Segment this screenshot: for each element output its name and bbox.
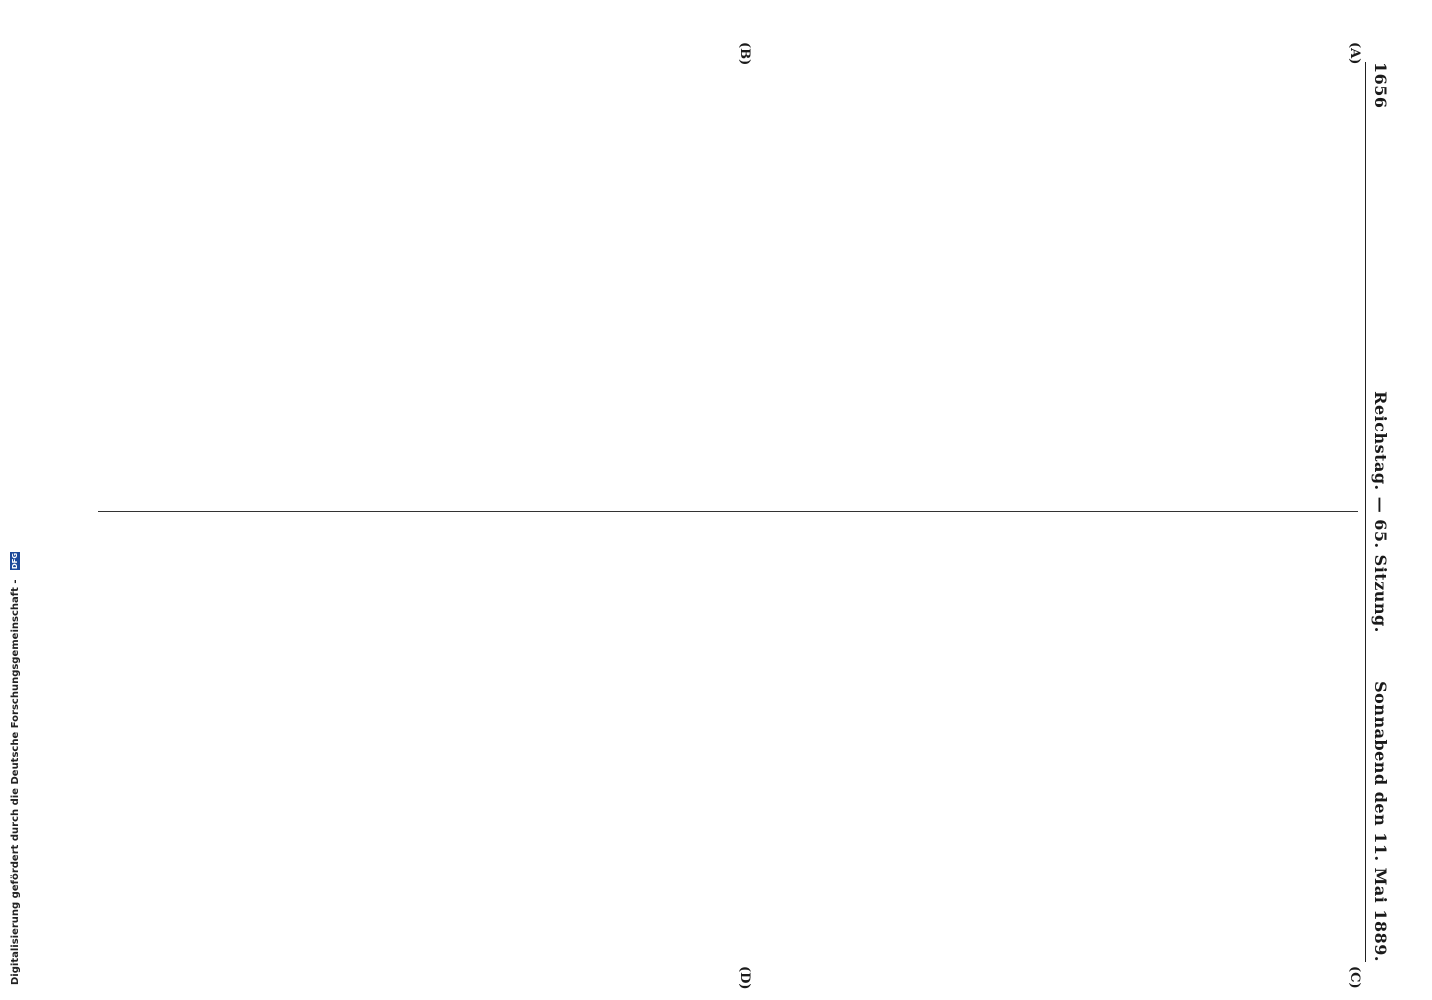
text-paragraph — [1164, 62, 1178, 500]
text-paragraph — [930, 62, 944, 500]
text-paragraph — [1326, 62, 1340, 500]
text-paragraph — [840, 524, 854, 962]
text-paragraph — [822, 62, 836, 500]
text-paragraph — [1218, 62, 1232, 500]
text-paragraph — [786, 524, 800, 962]
text-paragraph — [1146, 62, 1160, 500]
text-paragraph — [1074, 62, 1088, 500]
margin-letter-a: (A) — [1347, 42, 1362, 65]
text-paragraph — [1110, 524, 1124, 962]
text-paragraph — [840, 62, 854, 500]
page-number: 1656 — [1371, 62, 1390, 109]
text-paragraph — [1002, 524, 1016, 962]
text-paragraph — [1272, 62, 1286, 500]
text-paragraph — [1344, 524, 1358, 962]
left-text-column — [88, 62, 1358, 500]
text-paragraph — [966, 524, 980, 962]
text-paragraph — [858, 62, 872, 500]
text-paragraph — [876, 62, 890, 500]
text-paragraph — [804, 62, 818, 500]
text-paragraph — [750, 524, 764, 962]
text-paragraph — [1182, 524, 1196, 962]
text-paragraph — [1056, 62, 1070, 500]
digitization-note: Digitalisierung gefördert durch die Deutsche Forschungsgemeinschaft - — [10, 579, 21, 985]
text-paragraph — [804, 524, 818, 962]
margin-letter-d: (D) — [737, 966, 752, 990]
text-paragraph — [1200, 524, 1214, 962]
text-paragraph — [1074, 524, 1088, 962]
text-paragraph — [714, 524, 728, 962]
margin-letter-c: (C) — [1347, 966, 1362, 989]
text-paragraph — [1038, 62, 1052, 500]
text-paragraph — [678, 524, 692, 962]
text-paragraph — [1128, 62, 1142, 500]
text-paragraph — [1236, 62, 1250, 500]
text-paragraph — [1254, 62, 1268, 500]
text-paragraph — [1200, 62, 1214, 500]
text-paragraph — [1038, 524, 1052, 962]
text-paragraph — [984, 524, 998, 962]
session-date: Sonnabend den 11. Mai 1889. — [1371, 681, 1390, 962]
header-rule — [1365, 62, 1366, 962]
text-paragraph — [912, 524, 926, 962]
column-divider — [98, 511, 1358, 512]
text-paragraph — [1092, 524, 1106, 962]
text-paragraph — [948, 62, 962, 500]
text-paragraph — [1290, 62, 1304, 500]
text-paragraph — [948, 524, 962, 962]
text-paragraph — [894, 524, 908, 962]
running-header — [1368, 62, 1392, 962]
margin-letter-b: (B) — [737, 42, 752, 66]
text-paragraph — [1146, 524, 1160, 962]
text-paragraph — [984, 62, 998, 500]
right-text-column — [88, 524, 1358, 962]
text-paragraph — [696, 524, 710, 962]
text-paragraph — [1326, 524, 1340, 962]
text-paragraph — [732, 524, 746, 962]
text-paragraph — [1092, 62, 1106, 500]
text-paragraph — [1344, 62, 1358, 500]
text-paragraph — [1236, 524, 1250, 962]
text-paragraph — [858, 524, 872, 962]
digitization-credit — [10, 5, 21, 985]
text-paragraph — [1002, 62, 1016, 500]
text-paragraph — [912, 62, 926, 500]
text-paragraph — [1182, 62, 1196, 500]
text-paragraph — [1110, 62, 1124, 500]
text-paragraph — [1056, 524, 1070, 962]
dfg-logo: DFG — [11, 552, 19, 570]
session-title: Reichstag. — 65. Sitzung. — [1371, 391, 1390, 633]
text-paragraph — [1290, 524, 1304, 962]
text-paragraph — [1308, 62, 1322, 500]
text-paragraph — [894, 62, 908, 500]
text-paragraph — [1272, 524, 1286, 962]
text-paragraph — [1164, 524, 1178, 962]
text-paragraph — [930, 524, 944, 962]
text-paragraph — [1020, 62, 1034, 500]
text-paragraph — [1218, 524, 1232, 962]
text-paragraph — [1254, 524, 1268, 962]
text-paragraph — [1128, 524, 1142, 962]
text-paragraph — [822, 524, 836, 962]
text-paragraph — [786, 62, 800, 500]
text-paragraph — [876, 524, 890, 962]
text-paragraph — [1020, 524, 1034, 962]
rotated-sheet — [62, 40, 1392, 990]
text-paragraph — [966, 62, 980, 500]
text-paragraph — [1308, 524, 1322, 962]
text-paragraph — [768, 524, 782, 962]
